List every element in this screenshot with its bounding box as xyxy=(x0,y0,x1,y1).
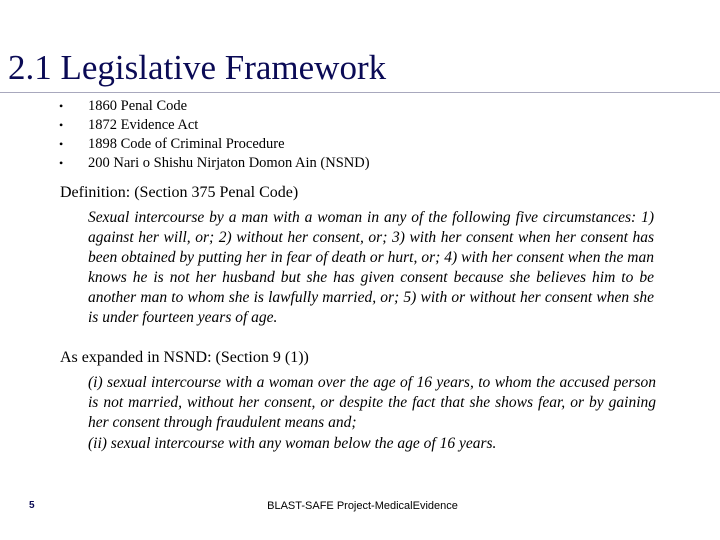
law-criminal-procedure: 1898 Code of Criminal Procedure xyxy=(88,136,285,152)
nsnd-clause-2: (ii) sexual intercourse with any woman below the age of 16 years. xyxy=(88,435,497,452)
bullet-icon: • xyxy=(59,156,64,170)
law-evidence-act: 1872 Evidence Act xyxy=(88,117,199,133)
law-penal-code: 1860 Penal Code xyxy=(88,98,188,114)
nsnd-heading: As expanded in NSND: (Section 9 (1)) xyxy=(60,349,309,366)
law-list xyxy=(0,97,720,173)
bullet-icon: • xyxy=(59,99,64,113)
bullet-icon: • xyxy=(59,137,64,151)
slide-number: 5 xyxy=(29,500,35,511)
definition-heading: Definition: (Section 375 Penal Code) xyxy=(60,184,299,201)
nsnd-clause-1: (i) sexual intercourse with a woman over the age of 16 years, to whom the accused person is not married, without her consent, or despite the fact that she shows fear, or by gaining her consent through fraudulent means and; xyxy=(88,374,656,431)
bullet-icon: • xyxy=(59,118,64,132)
list-item xyxy=(0,135,720,154)
title-divider xyxy=(0,92,720,93)
footer-text: BLAST-SAFE Project-MedicalEvidence xyxy=(267,500,458,512)
definition-text: Sexual intercourse by a man with a woman in any of the following five circumstances: 1) against her will, or; 2) without her consent, or; 3) with her consent when her consent has been obtained by putting her in fear of death or hurt, or; 4) with her consent when the man knows he is not her husband but she has given consent because she believes him to be another man to whom she is lawfully married, or; 5) with or without her consent when she is under fourteen years of age. xyxy=(88,209,654,326)
law-nsnd: 200 Nari o Shishu Nirjaton Domon Ain (NSND) xyxy=(88,155,370,171)
list-item xyxy=(0,154,720,173)
list-item xyxy=(0,116,720,135)
list-item xyxy=(0,97,720,116)
slide-title: 2.1 Legislative Framework xyxy=(8,48,387,87)
